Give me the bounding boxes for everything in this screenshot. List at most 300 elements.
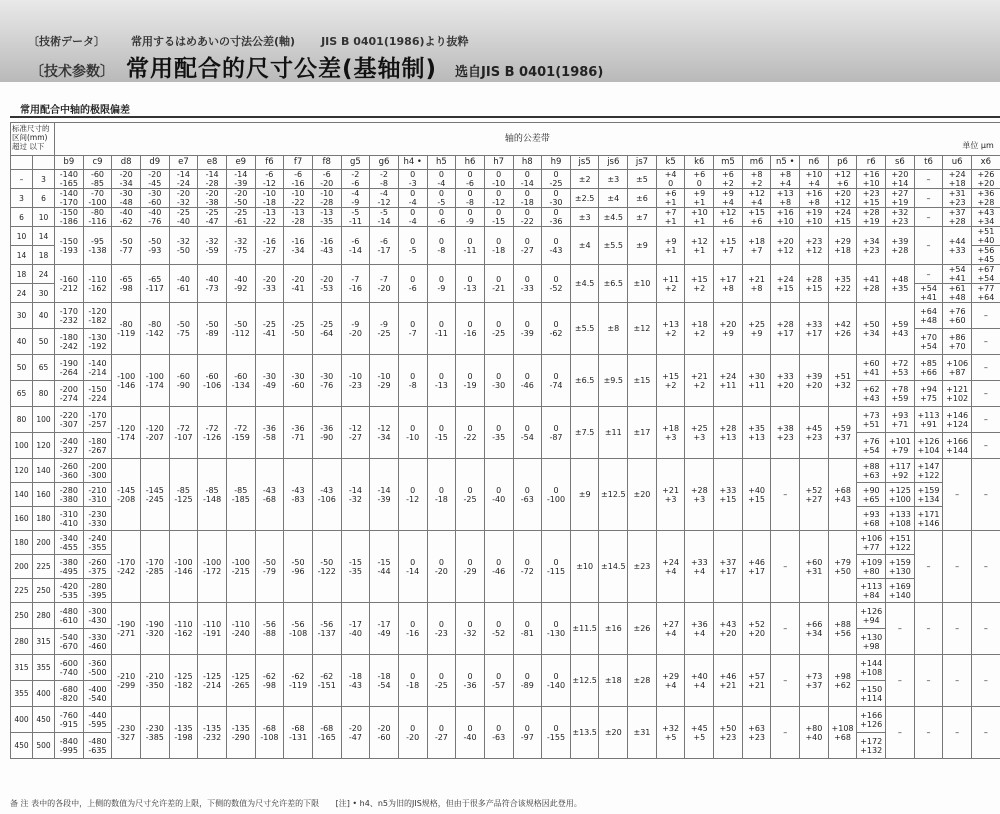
tolerance-cell: -2 -8 (370, 170, 399, 189)
tolerance-cell: +28 +15 (800, 265, 829, 303)
tolerance-cell: +15 +6 (742, 208, 771, 227)
tolerance-cell: -60 -90 (169, 355, 198, 407)
tolerance-cell: -56 -137 (312, 603, 341, 655)
tolerance-cell: – (914, 170, 943, 189)
size-to: 6 (33, 189, 55, 208)
table-row (11, 603, 1000, 629)
tolerance-cell: +16 +10 (771, 208, 800, 227)
tolerance-cell: +17 +8 (714, 265, 743, 303)
tolerance-cell: -30 -60 (140, 189, 169, 208)
tolerance-cell: -540 -670 (55, 629, 84, 655)
tolerance-cell: -160 -212 (55, 265, 84, 303)
size-from: 180 (11, 531, 33, 555)
size-from: 140 (11, 483, 33, 507)
tolerance-cell: -32 -50 (169, 227, 198, 265)
tolerance-cell: -5 -11 (341, 208, 370, 227)
tolerance-cell: +64 +48 (914, 303, 943, 329)
tolerance-cell: 0 -4 (398, 208, 427, 227)
table-row (11, 208, 1000, 227)
tolerance-cell: +42 +26 (828, 303, 857, 355)
tolerance-cell: -50 -96 (284, 531, 313, 603)
size-from: 280 (11, 629, 33, 655)
tolerance-cell: -20 -34 (112, 170, 141, 189)
tolerance-cell: +113 +91 (914, 407, 943, 433)
column-header-t6: t6 (914, 156, 943, 170)
tolerance-cell: 0 -33 (513, 265, 542, 303)
size-to: 40 (33, 303, 55, 329)
tolerance-cell: +33 +4 (685, 531, 714, 603)
tolerance-cell: ±11.5 (570, 603, 599, 655)
tolerance-cell: 0 -18 (398, 655, 427, 707)
tolerance-cell: -30 -60 (284, 355, 313, 407)
column-header-u6: u6 (943, 156, 972, 170)
tolerance-cell: ±31 (628, 707, 657, 759)
tolerance-cell: +54 +41 (943, 265, 972, 284)
tolerance-cell: -85 -185 (226, 459, 255, 531)
tolerance-cell: +21 +3 (656, 459, 685, 531)
size-from: 30 (11, 303, 33, 329)
tolerance-cell: +20 +12 (828, 189, 857, 208)
tolerance-cell: 0 -10 (398, 407, 427, 459)
size-to: 450 (33, 707, 55, 733)
tolerance-cell: -50 -89 (198, 303, 227, 355)
tolerance-cell: +166 +144 (943, 433, 972, 459)
tolerance-cell: – (972, 531, 1000, 603)
tolerance-cell: -400 -540 (83, 681, 112, 707)
tolerance-cell: +39 +28 (886, 227, 915, 265)
tolerance-cell: -380 -495 (55, 555, 84, 579)
tolerance-cell: +88 +56 (828, 603, 857, 655)
tolerance-cell: -25 -41 (255, 303, 284, 355)
size-from: 10 (11, 227, 33, 246)
tolerance-cell: +28 +3 (685, 459, 714, 531)
tolerance-cell: -680 -820 (55, 681, 84, 707)
tolerance-cell: 0 -8 (398, 355, 427, 407)
tolerance-cell: -170 -257 (83, 407, 112, 433)
tolerance-cell: +50 +34 (857, 303, 886, 355)
size-to: 280 (33, 603, 55, 629)
tolerance-cell: +26 +20 (972, 170, 1000, 189)
tolerance-cell: +6 +2 (714, 170, 743, 189)
size-to: 160 (33, 483, 55, 507)
tolerance-cell: -95 -138 (83, 227, 112, 265)
tolerance-cell: 0 -11 (456, 227, 485, 265)
tolerance-cell: -170 -242 (112, 531, 141, 603)
tolerance-cell: 0 -36 (542, 208, 571, 227)
tolerance-cell: +25 +9 (742, 303, 771, 355)
tolerance-cell: +15 +7 (714, 227, 743, 265)
tolerance-table (10, 122, 1000, 759)
tolerance-cell: -10 -28 (312, 189, 341, 208)
tolerance-cell: +147 +122 (914, 459, 943, 483)
column-header-c9: c9 (83, 156, 112, 170)
tolerance-cell: 0 -8 (456, 189, 485, 208)
tolerance-cell: -32 -59 (198, 227, 227, 265)
tolerance-cell: -62 -98 (255, 655, 284, 707)
tolerance-cell: ±16 (599, 603, 628, 655)
tolerance-cell: -14 -39 (226, 170, 255, 189)
tolerance-cell: 0 -29 (456, 531, 485, 603)
size-header-over (11, 156, 33, 170)
tolerance-cell: -20 -53 (312, 265, 341, 303)
tolerance-cell: +12 +6 (828, 170, 857, 189)
tolerance-cell: ±4.5 (570, 265, 599, 303)
size-from: 80 (11, 407, 33, 433)
column-header-e7: e7 (169, 156, 198, 170)
tolerance-cell: +88 +63 (857, 459, 886, 483)
tolerance-cell: -7 -20 (370, 265, 399, 303)
tolerance-cell: +61 +48 (943, 284, 972, 303)
size-from: 160 (11, 507, 33, 531)
table-row (11, 170, 1000, 189)
tolerance-cell: +108 +68 (828, 707, 857, 759)
tolerance-cell: ±12.5 (570, 655, 599, 707)
tolerance-cell: +125 +100 (886, 483, 915, 507)
tolerance-cell: +27 +4 (656, 603, 685, 655)
tolerance-zone-header (55, 123, 1000, 156)
tolerance-cell: +12 +4 (742, 189, 771, 208)
tolerance-cell: 0 -5 (398, 227, 427, 265)
tolerance-cell: -80 -142 (140, 303, 169, 355)
tolerance-cell: +20 +12 (771, 227, 800, 265)
tolerance-cell: -68 -131 (284, 707, 313, 759)
tolerance-cell: +126 +94 (857, 603, 886, 629)
size-to: 500 (33, 733, 55, 759)
tolerance-cell: -10 -22 (284, 189, 313, 208)
tolerance-cell: 0 -52 (542, 265, 571, 303)
tolerance-cell: -110 -191 (198, 603, 227, 655)
tolerance-cell: 0 -81 (513, 603, 542, 655)
tolerance-cell: +48 +35 (886, 265, 915, 303)
header-tag: 〔技术参数〕 (30, 64, 114, 80)
tolerance-cell: -56 -108 (284, 603, 313, 655)
tolerance-cell: -140 -165 (55, 170, 84, 189)
tolerance-cell: -170 -285 (140, 531, 169, 603)
tolerance-cell: -70 -100 (83, 189, 112, 208)
tolerance-cell: -360 -500 (83, 655, 112, 681)
tolerance-cell: -36 -58 (255, 407, 284, 459)
tolerance-cell: -110 -162 (83, 265, 112, 303)
tolerance-cell: ±15 (628, 355, 657, 407)
tolerance-cell: 0 -40 (456, 707, 485, 759)
tolerance-cell: -600 -740 (55, 655, 84, 681)
tolerance-cell: +79 +50 (828, 531, 857, 603)
size-from: 65 (11, 381, 33, 407)
tolerance-cell: -80 -119 (112, 303, 141, 355)
tolerance-cell: +28 +19 (857, 208, 886, 227)
tolerance-cell: -190 -264 (55, 355, 84, 381)
tolerance-cell: ±28 (628, 655, 657, 707)
tolerance-cell: – (914, 265, 943, 284)
tolerance-cell: ±9 (570, 459, 599, 531)
tolerance-cell: 0 -32 (456, 603, 485, 655)
table-row (11, 355, 1000, 381)
tolerance-cell: 0 -6 (427, 208, 456, 227)
tolerance-cell: 0 -16 (456, 303, 485, 355)
tolerance-cell: -6 -12 (255, 170, 284, 189)
tolerance-cell: 0 -19 (456, 355, 485, 407)
tolerance-cell: -6 -16 (284, 170, 313, 189)
tolerance-cell: – (972, 433, 1000, 459)
tolerance-cell: -140 -214 (83, 355, 112, 381)
tolerance-cell: +18 +7 (742, 227, 771, 265)
tolerance-cell: -135 -232 (198, 707, 227, 759)
tolerance-cell: 0 -7 (398, 303, 427, 355)
size-from: 24 (11, 284, 33, 303)
size-from: 40 (11, 329, 33, 355)
tolerance-cell: +24 +4 (656, 531, 685, 603)
tolerance-cell: ±12.5 (599, 459, 628, 531)
tolerance-cell: +9 +4 (714, 189, 743, 208)
tolerance-cell: -20 -60 (370, 707, 399, 759)
tolerance-cell: 0 -43 (542, 227, 571, 265)
tolerance-cell: 0 -35 (484, 407, 513, 459)
header-banner (0, 0, 1000, 82)
tolerance-cell: +13 +8 (771, 189, 800, 208)
tolerance-cell: ±6.5 (570, 355, 599, 407)
tolerance-cell: 0 -8 (427, 227, 456, 265)
tolerance-cell: +24 +18 (943, 170, 972, 189)
column-header-h6: h6 (456, 156, 485, 170)
tolerance-cell: +85 +66 (914, 355, 943, 381)
tolerance-cell: 0 -57 (484, 655, 513, 707)
tolerance-cell: -170 -232 (55, 303, 84, 329)
tolerance-cell: +8 +2 (742, 170, 771, 189)
tolerance-cell: ±2 (570, 170, 599, 189)
tolerance-cell: +62 +43 (857, 381, 886, 407)
tolerance-cell: – (886, 603, 915, 655)
tolerance-cell: +12 +6 (714, 208, 743, 227)
tolerance-cell: 0 -115 (542, 531, 571, 603)
tolerance-cell: +11 +2 (656, 265, 685, 303)
tolerance-cell: -260 -360 (55, 459, 84, 483)
tolerance-cell: -25 -40 (169, 208, 198, 227)
tolerance-cell: +166 +126 (857, 707, 886, 733)
tolerance-cell: -20 -47 (341, 707, 370, 759)
tolerance-cell: 0 -87 (542, 407, 571, 459)
tolerance-cell: +126 +104 (914, 433, 943, 459)
tolerance-cell: -17 -49 (370, 603, 399, 655)
tolerance-cell: -280 -380 (55, 483, 84, 507)
tolerance-cell: +98 +62 (828, 655, 857, 707)
table-row (11, 459, 1000, 483)
tolerance-cell: +6 +1 (656, 189, 685, 208)
tolerance-cell: ±2.5 (570, 189, 599, 208)
tolerance-cell: -14 -32 (341, 459, 370, 531)
tolerance-cell: +117 +92 (886, 459, 915, 483)
tolerance-cell: +24 +15 (828, 208, 857, 227)
tolerance-cell: +146 +124 (943, 407, 972, 433)
tolerance-cell: +37 +28 (943, 208, 972, 227)
table-row (11, 407, 1000, 433)
tolerance-cell: -62 -151 (312, 655, 341, 707)
tolerance-cell: 0 -11 (427, 303, 456, 355)
tolerance-cell: – (943, 707, 972, 759)
table-corner: 标准尺寸的区间(mm) 超过 以下 (11, 123, 55, 156)
tolerance-cell: 0 -62 (542, 303, 571, 355)
tolerance-cell: -43 -68 (255, 459, 284, 531)
tolerance-cell: – (771, 531, 800, 603)
tolerance-cell: -25 -64 (312, 303, 341, 355)
tolerance-cell: -9 -25 (370, 303, 399, 355)
tolerance-cell: -120 -174 (112, 407, 141, 459)
tolerance-cell: +45 +5 (685, 707, 714, 759)
tolerance-cell: -420 -535 (55, 579, 84, 603)
tolerance-cell: +59 +37 (828, 407, 857, 459)
tolerance-cell: -310 -410 (55, 507, 84, 531)
tolerance-cell: ±7 (628, 208, 657, 227)
tolerance-cell: 0 -5 (427, 189, 456, 208)
tolerance-cell: +40 +4 (685, 655, 714, 707)
tolerance-cell: ±11 (599, 407, 628, 459)
tolerance-cell: ±6 (628, 189, 657, 208)
tolerance-cell: +73 +51 (857, 407, 886, 433)
tolerance-cell: -125 -214 (198, 655, 227, 707)
tolerance-cell: -840 -995 (55, 733, 84, 759)
tolerance-cell: -25 -61 (226, 208, 255, 227)
tolerance-cell: +45 +23 (800, 407, 829, 459)
tolerance-cell: -10 -23 (341, 355, 370, 407)
tolerance-cell: ±18 (599, 655, 628, 707)
size-to: 14 (33, 227, 55, 246)
tolerance-cell: -110 -162 (169, 603, 198, 655)
tolerance-cell: 0 -18 (513, 189, 542, 208)
tolerance-cell: – (943, 603, 972, 655)
tolerance-cell: -72 -159 (226, 407, 255, 459)
tolerance-cell: ±5.5 (599, 227, 628, 265)
tolerance-cell: ±8 (599, 303, 628, 355)
tolerance-cell: +93 +71 (886, 407, 915, 433)
tolerance-cell: ±3 (570, 208, 599, 227)
tolerance-cell: -40 -92 (226, 265, 255, 303)
tolerance-cell: -10 -18 (255, 189, 284, 208)
tolerance-cell: 0 -12 (398, 459, 427, 531)
tolerance-cell: +16 +8 (800, 189, 829, 208)
tolerance-cell: -20 -50 (226, 189, 255, 208)
tolerance-cell: – (886, 655, 915, 707)
tolerance-cell: -12 -27 (341, 407, 370, 459)
tolerance-cell: 0 -63 (513, 459, 542, 531)
tolerance-cell: – (972, 603, 1000, 655)
column-header-s6: s6 (886, 156, 915, 170)
tolerance-cell: -190 -320 (140, 603, 169, 655)
tolerance-cell: +37 +17 (714, 531, 743, 603)
column-header-d9: d9 (140, 156, 169, 170)
tolerance-cell: 0 -25 (542, 170, 571, 189)
tolerance-cell: -230 -327 (112, 707, 141, 759)
tolerance-cell: +78 +59 (886, 381, 915, 407)
tolerance-cell: 0 -15 (427, 407, 456, 459)
tolerance-cell: +76 +54 (857, 433, 886, 459)
tolerance-cell: +150 +114 (857, 681, 886, 707)
tolerance-cell: 0 -15 (484, 208, 513, 227)
column-header-m5: m5 (714, 156, 743, 170)
tolerance-cell: – (943, 655, 972, 707)
tolerance-cell: -60 -134 (226, 355, 255, 407)
column-header-h7: h7 (484, 156, 513, 170)
tolerance-cell: ±9.5 (599, 355, 628, 407)
tolerance-cell: -6 -20 (312, 170, 341, 189)
size-to: 315 (33, 629, 55, 655)
column-header-k5: k5 (656, 156, 685, 170)
tolerance-cell: ±14.5 (599, 531, 628, 603)
tolerance-cell: +33 +15 (714, 459, 743, 531)
tolerance-cell: -2 -6 (341, 170, 370, 189)
column-header-h4: h4 • (398, 156, 427, 170)
tolerance-cell: -43 -106 (312, 459, 341, 531)
page-title: 常用配合的尺寸公差(基轴制) (126, 56, 438, 82)
column-header-js5: js5 (570, 156, 599, 170)
tolerance-cell: +27 +19 (886, 189, 915, 208)
tolerance-cell: +20 +9 (714, 303, 743, 355)
tolerance-cell: +66 +34 (800, 603, 829, 655)
tolerance-cell: +80 +40 (800, 707, 829, 759)
tolerance-cell: +24 +15 (771, 265, 800, 303)
tolerance-cell: +39 +20 (800, 355, 829, 407)
tolerance-cell: +38 +23 (771, 407, 800, 459)
tolerance-cell: +52 +27 (800, 459, 829, 531)
table-notes (10, 798, 582, 809)
tolerance-cell: -20 -41 (284, 265, 313, 303)
tolerance-cell: ±4.5 (599, 208, 628, 227)
tolerance-cell: – (914, 227, 943, 265)
size-to: 225 (33, 555, 55, 579)
tolerance-cell: – (972, 355, 1000, 381)
tolerance-cell: – (972, 381, 1000, 407)
header-line-jp: 〔技術データ〕 常用するはめあいの寸法公差(軸) JIS B 0401(1986)より抜粋 (28, 35, 469, 48)
size-from: 50 (11, 355, 33, 381)
column-header-f6: f6 (255, 156, 284, 170)
tolerance-cell: +8 +4 (771, 170, 800, 189)
size-to: 355 (33, 655, 55, 681)
column-header-f8: f8 (312, 156, 341, 170)
tolerance-cell: -85 -148 (198, 459, 227, 531)
tolerance-cell: -13 -28 (284, 208, 313, 227)
column-header-h5: h5 (427, 156, 456, 170)
tolerance-cell: +32 +23 (886, 208, 915, 227)
tolerance-cell: -6 -17 (370, 227, 399, 265)
tolerance-cell: -230 -330 (83, 507, 112, 531)
tolerance-cell: – (886, 707, 915, 759)
tolerance-cell: 0 -89 (513, 655, 542, 707)
tolerance-cell: +19 +10 (800, 208, 829, 227)
tolerance-cell: +24 +11 (714, 355, 743, 407)
tolerance-cell: -10 -29 (370, 355, 399, 407)
column-header-x6: x6 (972, 156, 1000, 170)
tolerance-cell: -150 -193 (55, 227, 84, 265)
tolerance-cell: -145 -245 (140, 459, 169, 531)
tolerance-cell: 0 -4 (398, 189, 427, 208)
tolerance-cell: 0 -14 (513, 170, 542, 189)
tolerance-cell: -25 -50 (284, 303, 313, 355)
tolerance-cell: -16 -27 (255, 227, 284, 265)
size-to: 10 (33, 208, 55, 227)
tolerance-cell: -65 -98 (112, 265, 141, 303)
tolerance-cell: +93 +68 (857, 507, 886, 531)
tolerance-cell: 0 -25 (427, 655, 456, 707)
tolerance-cell: +41 +28 (857, 265, 886, 303)
tolerance-cell: +4 0 (656, 170, 685, 189)
tolerance-cell: 0 -6 (456, 170, 485, 189)
size-to: 3 (33, 170, 55, 189)
tolerance-cell: -18 -54 (370, 655, 399, 707)
tolerance-cell: +33 +20 (771, 355, 800, 407)
size-to: 30 (33, 284, 55, 303)
tolerance-cell: -210 -299 (112, 655, 141, 707)
tolerance-cell: ±9 (628, 227, 657, 265)
tolerance-cell: -62 -119 (284, 655, 313, 707)
tolerance-cell: 0 -13 (427, 355, 456, 407)
